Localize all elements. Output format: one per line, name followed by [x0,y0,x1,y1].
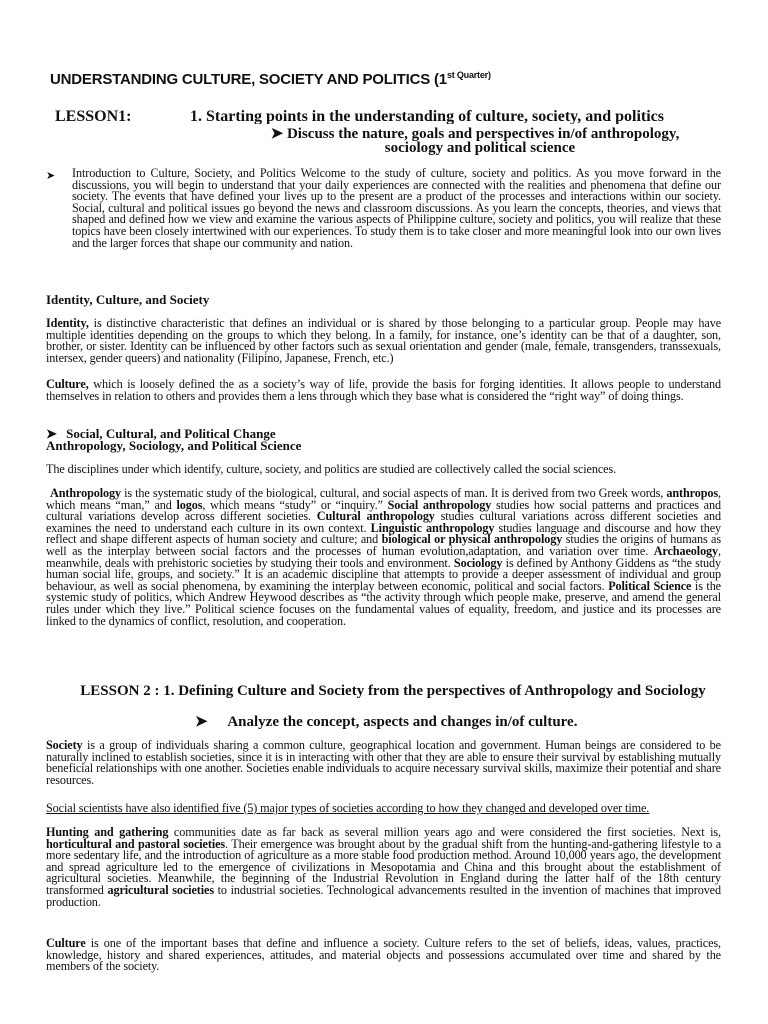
lesson2-objective-text: Analyze the concept, aspects and changes in/of culture. [227,714,578,730]
lesson1-label: LESSON1: [55,108,132,125]
anthropology-term: logos [176,497,203,512]
anthropology-paragraph [46,488,721,627]
anthropology-term: Cultural anthropology [316,509,435,524]
anthropology-text: , meanwhile, deals with prehistoric societies by studying their tools and environment. [46,543,721,570]
lesson1-heading: 1. Starting points in the understanding of culture, society, and politics [190,108,664,124]
types-intro: Social scientists have also identified five (5) major types of societies according to how they changed and developed over time. [46,801,650,815]
culture-text: which is loosely defined the as a society’s way of life, provide the basis for forging identities. It allows people to understand themselves in relation to others and provides them a lens through which they base what is considered the “right way” of doing things. [46,377,721,403]
anthropology-text: studies the origins of humans as well as the interplay between social factors and the processes of human evolution,adaptation, and variation over time. [46,532,721,558]
lesson2-heading: LESSON 2 : 1. Defining Culture and Society from the perspectives of Anthropology and Sociology [80,684,706,699]
intro-paragraph: Introduction to Culture, Society, and Politics Welcome to the study of culture, society and politics. As you move forward in the discussions, you will begin to understand that your daily experiences are connected with the realities and phenomena that define our society. The events that have defined your lives up to the present are a product of the processes and interactions within our society. Social, cultural and political issues go beyond the news and classroom discussions. As you learn the concepts, theories, and views that shaped and defined how we view and examine the various aspects of Philippine culture, society and politics, you will realize that these topics have been closely intertwined with our experiences. To study them is to take closer and more meaningful look into our own lives and the larger forces that shape our community and nation. [72,166,721,250]
arrow-bullet-icon: ➤ [195,714,208,730]
types-paragraph [46,827,721,908]
lesson1-objective-line2: sociology and political science [384,140,576,156]
objective-line1: Discuss the nature, goals and perspectives in/of anthropology, [286,126,680,142]
society-types-term: agricultural societies [107,882,214,897]
society-term: Society [46,738,83,752]
arrow-bullet-icon: ➤ [46,170,56,182]
anthropology-term: Archaeology [653,543,719,558]
society-paragraph [46,740,721,786]
anthropology-term: Anthropology [50,486,122,500]
lesson2-objective [195,714,645,731]
culture-definition-text: is one of the important bases that define and influence a society. Culture refers to the set of beliefs, ideas, values, practices, knowledge, history and shared experiences, attitudes, and material objects and possessions accumulated over time and shared by the members of the society. [46,936,721,974]
document-title [50,70,491,88]
title-superscript: st Quarter) [446,70,491,80]
culture-definition-paragraph [46,938,721,973]
anthropology-term: Linguistic anthropology [370,520,495,535]
anthropology-text: is the systematic study of the biological, cultural, and social aspects of man. It is derived from two Greek words, [121,486,667,500]
section-heading-change-text: Social, Cultural, and Political Change [66,426,276,441]
identity-paragraph [46,318,721,364]
arrow-bullet-icon: ➤ [46,426,57,441]
section-heading-identity: Identity, Culture, and Society [46,292,210,307]
title-text: UNDERSTANDING CULTURE, SOCIETY AND POLITICS (1 [50,71,447,88]
society-types-text: to industrial societies. Technological advancements resulted in the invention of machines that improved production. [46,882,721,909]
anthropology-text: studies how social patterns and practices and cultural variations develop across different societies. [46,497,721,524]
anthropology-term: Sociology [453,555,503,570]
identity-term: Identity, [46,316,89,330]
anthropology-term: Political Science [608,578,692,593]
anthropology-text: studies language and discourse and how they reflect and shape different aspects of human society and culture; and [46,520,721,547]
anthropology-term: Social anthropology [387,497,492,512]
anthropology-text: studies cultural variations across different societies and examines the need to understand each culture in its own context. [46,509,722,535]
arrow-bullet-icon: ➤ [270,126,284,142]
culture-definition-term: Culture [46,936,86,950]
society-types-text: communities date as far back as several million years ago and were considered the first societies. Next is, [168,825,721,839]
anthropology-text: is the systemic study of politics, which Andrew Heywood describes as “the activity through which people make, preserve, and amend the general rules under which they live.” Political science focuses on the fundamental values of equality, freedom, and justice and its processes are linked to the dynamics of conflict, resolution, and cooperation. [46,578,721,628]
anthropology-text: , which means “man,” and [46,486,721,512]
identity-text: is distinctive characteristic that defines an individual or is shared by those belonging to a particular group. People may have multiple identities depending on the groups to which they belong. In a family, for instance, one’s identity can be that of a daughter, son, brother, or sister. Identity can be influenced by other factors such as sexual orientation and gender (male, female, transgenders, transsexuals, intersex, gender queers) and nationality (Filipino, Japanese, French, etc.) [46,316,721,365]
anthropology-term: anthropos [666,486,719,500]
society-text: is a group of individuals sharing a common culture, geographical location and government. Human beings are considered to be naturally inclined to establish societies, since it is in interacting with other that they are able to ensure their survival by establishing mutually beneficial relationships with one another. Societies enable individuals to acquire necessary survival skills, maximize their potential and share resources. [46,738,721,787]
society-types-term: Hunting and gathering [46,825,169,839]
anthropology-text: , which means “study” or “inquiry.” [202,497,388,512]
anthropology-term: biological or physical anthropology [381,532,563,547]
society-types-term: horticultural and pastoral societies [46,836,226,851]
society-types-text: . Their emergence was brought about by the gradual shift from the hunting-and-gathering lifestyle to a more sedentary life, and the introduction of agriculture as a more stable food production method. Around 10,000 years ago, the development and spread agriculture led to the emergence of civilizations in Mesopotamia and China and this brought about the establishment of agricultural societies. Meanwhile, the beginning of the Industrial Revolution in England during the latter half of the 18th century transformed [46,836,721,897]
anthropology-text: is defined by Anthony Giddens as “the study human social life, groups, and society.” It is an academic discipline that attempts to provide a deeper assessment of individual and group behaviour, as well as social phenomena, by examining the interplay between economic, political and social factors. [46,555,721,593]
culture-paragraph [46,379,721,402]
disciplines-paragraph: The disciplines under which identify, culture, society, and politics are studied are collectively called the social sciences. [46,462,617,476]
section-heading-disciplines: Anthropology, Sociology, and Political Science [46,438,302,453]
culture-term: Culture, [46,377,89,391]
